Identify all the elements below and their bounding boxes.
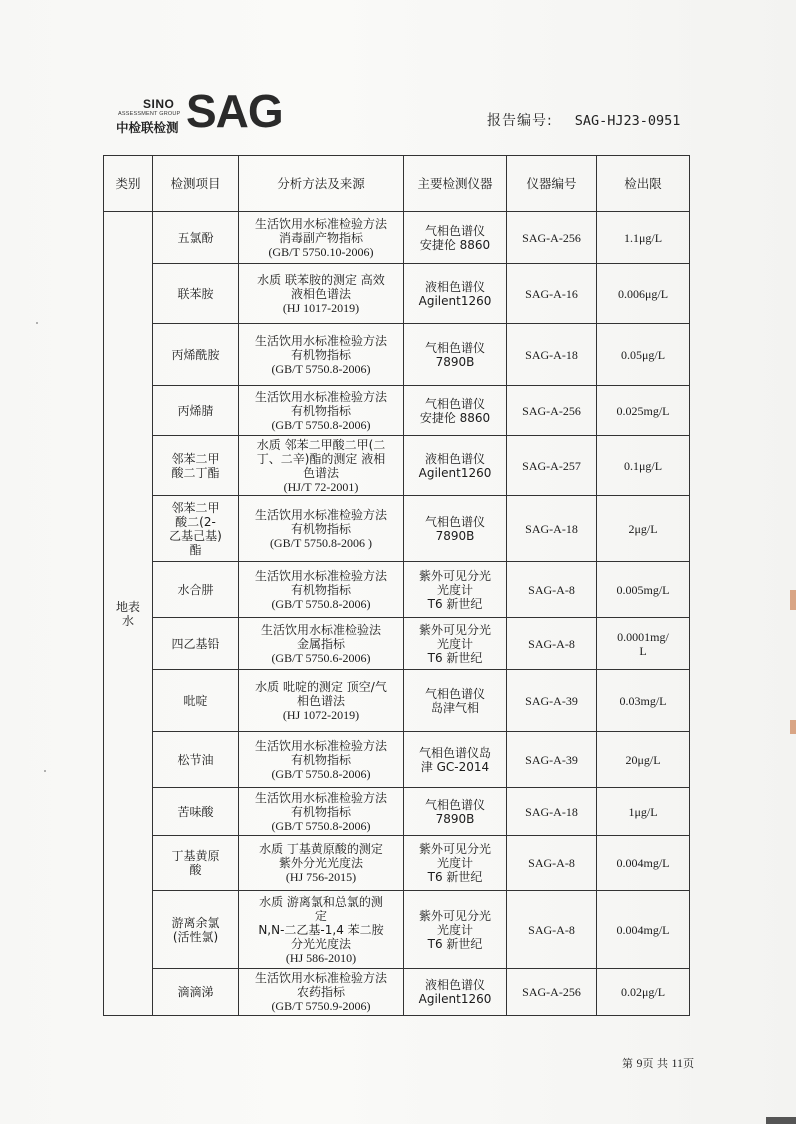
- column-header: 检出限: [597, 156, 690, 212]
- instrument-cell: [404, 836, 507, 891]
- cell-line: 相色谱法: [296, 693, 345, 708]
- instrument-code-cell: SAG-A-8: [507, 891, 597, 969]
- cell-line: 生活饮用水标准检验法: [260, 622, 381, 637]
- category-cell: [104, 212, 153, 1016]
- cell-line: 丁基黄原: [171, 849, 220, 863]
- item-cell: [153, 562, 239, 618]
- detection-limit-cell: [597, 618, 690, 670]
- cell-line: Agilent1260: [418, 992, 492, 1006]
- table-row: [104, 212, 690, 264]
- method-cell: [239, 891, 404, 969]
- instrument-cell: [404, 891, 507, 969]
- cell-line: 邻苯二甲: [171, 500, 220, 515]
- instrument-cell: [404, 969, 507, 1016]
- detection-limit-cell: [597, 969, 690, 1016]
- table-row: [104, 324, 690, 386]
- method-standard: (HJ 1017-2019): [282, 300, 360, 315]
- cell-line: 游离余氯: [171, 915, 220, 930]
- logo-group-text: ASSESSMENT GROUP: [118, 111, 181, 117]
- scan-speck: [44, 770, 46, 772]
- detection-methods-table: [103, 155, 690, 1016]
- method-standard: (HJ 756-2015): [285, 870, 357, 884]
- item-cell: [153, 836, 239, 891]
- table-row: [104, 788, 690, 836]
- cell-line: 生活饮用水标准检验方法: [254, 333, 387, 348]
- cell-line: 金属指标: [296, 636, 345, 651]
- detection-limit-cell: [597, 732, 690, 788]
- method-standard: (HJ 586-2010): [285, 950, 357, 965]
- item-cell: [153, 324, 239, 386]
- logo-chinese-text: 中检联检测: [116, 120, 179, 135]
- logo-sino-text: SINO: [143, 97, 175, 111]
- method-standard: (GB/T 5750.8-2006): [271, 818, 371, 833]
- cell-line: 生活饮用水标准检验方法: [254, 971, 387, 985]
- instrument-code-cell: SAG-A-39: [507, 732, 597, 788]
- cell-line: 光度计: [436, 856, 473, 870]
- cell-line: 生活饮用水标准检验方法: [254, 790, 387, 805]
- page-mid: 页 共: [642, 1057, 668, 1070]
- method-standard: (GB/T 5750.9-2006): [271, 999, 371, 1013]
- table-header-row: [104, 156, 690, 212]
- report-number-label: 报告编号:: [487, 113, 553, 129]
- cell-line: 丙烯酰胺: [171, 347, 220, 362]
- method-cell: [239, 324, 404, 386]
- cell-line: 液相色谱法: [290, 286, 351, 301]
- cell-line: 0.02μg/L: [620, 985, 666, 999]
- cell-line: 乙基己基): [169, 528, 222, 543]
- item-cell: [153, 436, 239, 496]
- cell-line: 气相色谱仪: [424, 514, 485, 529]
- item-cell: [153, 496, 239, 562]
- detection-limit-cell: [597, 670, 690, 732]
- cell-line: 气相色谱仪: [424, 686, 485, 701]
- table-row: [104, 732, 690, 788]
- cell-line: 生活饮用水标准检验方法: [254, 216, 387, 231]
- cell-line: 水质 吡啶的测定 顶空/气: [255, 679, 387, 694]
- detection-limit-cell: [597, 212, 690, 264]
- table-row: [104, 670, 690, 732]
- detection-limit-cell: [597, 324, 690, 386]
- item-cell: [153, 618, 239, 670]
- table-row: [104, 836, 690, 891]
- instrument-code-cell: SAG-A-256: [507, 969, 597, 1016]
- cell-line: (活性氯): [172, 929, 219, 944]
- instrument-cell: [404, 788, 507, 836]
- instrument-code-cell: SAG-A-8: [507, 562, 597, 618]
- cell-line: 岛津气相: [430, 700, 479, 715]
- method-cell: [239, 732, 404, 788]
- cell-line: 有机物指标: [290, 582, 351, 597]
- cell-line: 邻苯二甲: [171, 451, 220, 466]
- column-header: 分析方法及来源: [239, 156, 404, 212]
- cell-line: 津 GC-2014: [420, 759, 490, 774]
- cell-line: 酸二丁酯: [171, 465, 220, 480]
- cell-line: Agilent1260: [418, 465, 492, 480]
- cell-line: 气相色谱仪: [424, 340, 485, 355]
- method-standard: (HJ 1072-2019): [282, 707, 360, 722]
- cell-line: 1.1μg/L: [623, 230, 663, 245]
- cell-line: 酸: [189, 863, 202, 877]
- method-cell: [239, 788, 404, 836]
- cell-line: 联苯胺: [177, 286, 214, 301]
- scan-speck: [36, 322, 38, 324]
- page-prefix: 第: [622, 1057, 633, 1070]
- instrument-cell: [404, 670, 507, 732]
- cell-line: 0.004mg/L: [616, 922, 670, 937]
- instrument-cell: [404, 264, 507, 324]
- cell-line: 紫外可见分光: [418, 842, 491, 856]
- cell-line: 气相色谱仪: [424, 797, 485, 812]
- instrument-code-cell: SAG-A-39: [507, 670, 597, 732]
- cell-line: 光度计: [436, 636, 473, 651]
- instrument-cell: [404, 496, 507, 562]
- column-header: 检测项目: [153, 156, 239, 212]
- cell-line: T6 新世纪: [427, 596, 483, 611]
- page-number: 9: [636, 1056, 643, 1070]
- cell-line: 水合肼: [177, 582, 214, 597]
- cell-line: 丁、二辛)酯的测定 液相: [256, 451, 386, 466]
- cell-line: 四乙基铅: [171, 636, 220, 651]
- cell-line: 紫外可见分光: [418, 622, 491, 637]
- cell-line: 0.006μg/L: [617, 286, 669, 301]
- table-row: [104, 618, 690, 670]
- cell-line: 安捷伦 8860: [419, 237, 491, 252]
- cell-line: N,N-二乙基-1,4 苯二胺: [258, 922, 384, 937]
- detection-limit-cell: [597, 788, 690, 836]
- cell-line: 分光光度法: [290, 936, 351, 951]
- cell-line: 气相色谱仪: [424, 223, 485, 238]
- item-cell: [153, 386, 239, 436]
- method-cell: [239, 212, 404, 264]
- page-suffix: 页: [683, 1057, 695, 1070]
- method-standard: (GB/T 5750.8-2006): [271, 361, 371, 376]
- cell-line: 液相色谱仪: [424, 978, 485, 992]
- cell-line: 生活饮用水标准检验方法: [254, 507, 387, 522]
- detection-limit-cell: [597, 264, 690, 324]
- detection-limit-cell: [597, 436, 690, 496]
- scan-edge-bar: [766, 1117, 796, 1124]
- table-row: [104, 496, 690, 562]
- page-footer: [622, 1055, 694, 1071]
- method-standard: (GB/T 5750.8-2006): [271, 417, 371, 432]
- detection-limit-cell: [597, 891, 690, 969]
- cell-line: 水质 联苯胺的测定 高效: [257, 272, 385, 287]
- cell-line: 0.1μg/L: [623, 458, 663, 473]
- item-cell: [153, 969, 239, 1016]
- column-header: 主要检测仪器: [404, 156, 507, 212]
- instrument-code-cell: SAG-A-18: [507, 496, 597, 562]
- cell-line: 有机物指标: [290, 804, 351, 819]
- cell-line: T6 新世纪: [427, 936, 483, 951]
- cell-line: 有机物指标: [290, 403, 351, 418]
- cell-line: 光度计: [436, 582, 473, 597]
- cell-line: 色谱法: [302, 465, 339, 480]
- report-number-value: SAG-HJ23-0951: [574, 113, 681, 129]
- page-total: 11: [671, 1056, 684, 1070]
- table-row: [104, 264, 690, 324]
- detection-limit-cell: [597, 496, 690, 562]
- instrument-code-cell: SAG-A-8: [507, 618, 597, 670]
- cell-line: 0.0001mg/: [617, 629, 669, 644]
- cell-line: 水: [121, 613, 134, 628]
- cell-line: 紫外可见分光: [418, 568, 491, 583]
- instrument-code-cell: SAG-A-256: [507, 386, 597, 436]
- cell-line: 光度计: [436, 922, 473, 937]
- instrument-cell: [404, 732, 507, 788]
- table-row: [104, 562, 690, 618]
- report-number: [487, 110, 680, 130]
- item-cell: [153, 891, 239, 969]
- cell-line: 生活饮用水标准检验方法: [254, 738, 387, 753]
- table-row: [104, 436, 690, 496]
- cell-line: T6 新世纪: [427, 870, 483, 884]
- cell-line: 安捷伦 8860: [419, 410, 491, 425]
- cell-line: 20μg/L: [625, 752, 661, 767]
- method-standard: (HJ/T 72-2001): [283, 479, 359, 494]
- cell-line: T6 新世纪: [427, 650, 483, 665]
- cell-line: 有机物指标: [290, 521, 351, 536]
- sag-logo: [116, 85, 286, 137]
- item-cell: [153, 670, 239, 732]
- cell-line: 五氯酚: [177, 230, 214, 245]
- instrument-cell: [404, 212, 507, 264]
- method-standard: (GB/T 5750.8-2006): [271, 596, 371, 611]
- method-standard: (GB/T 5750.8-2006 ): [269, 535, 373, 550]
- cell-line: 定: [314, 908, 327, 923]
- method-standard: (GB/T 5750.10-2006): [268, 244, 374, 259]
- cell-line: 松节油: [177, 752, 214, 767]
- detection-limit-cell: [597, 562, 690, 618]
- cell-line: 水质 游离氯和总氯的测: [259, 894, 383, 909]
- item-cell: [153, 264, 239, 324]
- cell-line: 消毒副产物指标: [278, 230, 363, 245]
- instrument-cell: [404, 562, 507, 618]
- cell-line: 7890B: [435, 528, 475, 543]
- instrument-code-cell: SAG-A-18: [507, 324, 597, 386]
- cell-line: 1μg/L: [628, 804, 658, 819]
- cell-line: 7890B: [435, 811, 475, 826]
- method-cell: [239, 618, 404, 670]
- cell-line: 生活饮用水标准检验方法: [254, 568, 387, 583]
- method-cell: [239, 264, 404, 324]
- instrument-cell: [404, 324, 507, 386]
- instrument-cell: [404, 618, 507, 670]
- cell-line: 0.025mg/L: [616, 403, 670, 418]
- cell-line: 液相色谱仪: [424, 451, 485, 466]
- cell-line: Agilent1260: [418, 293, 492, 308]
- instrument-cell: [404, 436, 507, 496]
- cell-line: 酸二(2-: [175, 514, 216, 529]
- method-standard: (GB/T 5750.8-2006): [271, 766, 371, 781]
- cell-line: 生活饮用水标准检验方法: [254, 389, 387, 404]
- cell-line: 丙烯腈: [177, 403, 214, 418]
- instrument-code-cell: SAG-A-16: [507, 264, 597, 324]
- instrument-cell: [404, 386, 507, 436]
- cell-line: 气相色谱仪岛: [418, 745, 491, 760]
- cell-line: 有机物指标: [290, 347, 351, 362]
- cell-line: 液相色谱仪: [424, 279, 485, 294]
- cell-line: 气相色谱仪: [424, 396, 485, 411]
- method-cell: [239, 496, 404, 562]
- cell-line: 水质 丁基黄原酸的测定: [259, 842, 383, 856]
- instrument-code-cell: SAG-A-256: [507, 212, 597, 264]
- cell-line: L: [639, 643, 647, 658]
- edge-mark: [790, 720, 796, 734]
- cell-line: 紫外可见分光: [418, 908, 491, 923]
- cell-line: 0.004mg/L: [616, 856, 670, 870]
- logo-sag-text: SAG: [186, 85, 283, 137]
- cell-line: 0.005mg/L: [616, 582, 670, 597]
- method-cell: [239, 436, 404, 496]
- method-cell: [239, 562, 404, 618]
- method-cell: [239, 969, 404, 1016]
- item-cell: [153, 732, 239, 788]
- cell-line: 0.05μg/L: [620, 347, 666, 362]
- item-cell: [153, 212, 239, 264]
- cell-line: 农药指标: [296, 985, 345, 999]
- instrument-code-cell: SAG-A-257: [507, 436, 597, 496]
- column-header: 仪器编号: [507, 156, 597, 212]
- instrument-code-cell: SAG-A-18: [507, 788, 597, 836]
- edge-mark: [790, 590, 796, 610]
- method-cell: [239, 670, 404, 732]
- cell-line: 水质 邻苯二甲酸二甲(二: [256, 437, 386, 452]
- instrument-code-cell: SAG-A-8: [507, 836, 597, 891]
- table-row: [104, 891, 690, 969]
- cell-line: 7890B: [435, 354, 475, 369]
- cell-line: 酯: [189, 542, 202, 557]
- method-standard: (GB/T 5750.6-2006): [271, 650, 371, 665]
- cell-line: 0.03mg/L: [619, 693, 667, 708]
- method-cell: [239, 386, 404, 436]
- detection-limit-cell: [597, 386, 690, 436]
- table-row: [104, 969, 690, 1016]
- table-row: [104, 386, 690, 436]
- cell-line: 2μg/L: [628, 521, 658, 536]
- detection-limit-cell: [597, 836, 690, 891]
- cell-line: 吡啶: [183, 693, 208, 708]
- item-cell: [153, 788, 239, 836]
- cell-line: 苦味酸: [177, 804, 214, 819]
- column-header: 类别: [104, 156, 153, 212]
- cell-line: 紫外分光光度法: [278, 856, 363, 870]
- cell-line: 有机物指标: [290, 752, 351, 767]
- cell-line: 滴滴涕: [177, 985, 214, 999]
- method-cell: [239, 836, 404, 891]
- cell-line: 地表: [115, 599, 140, 614]
